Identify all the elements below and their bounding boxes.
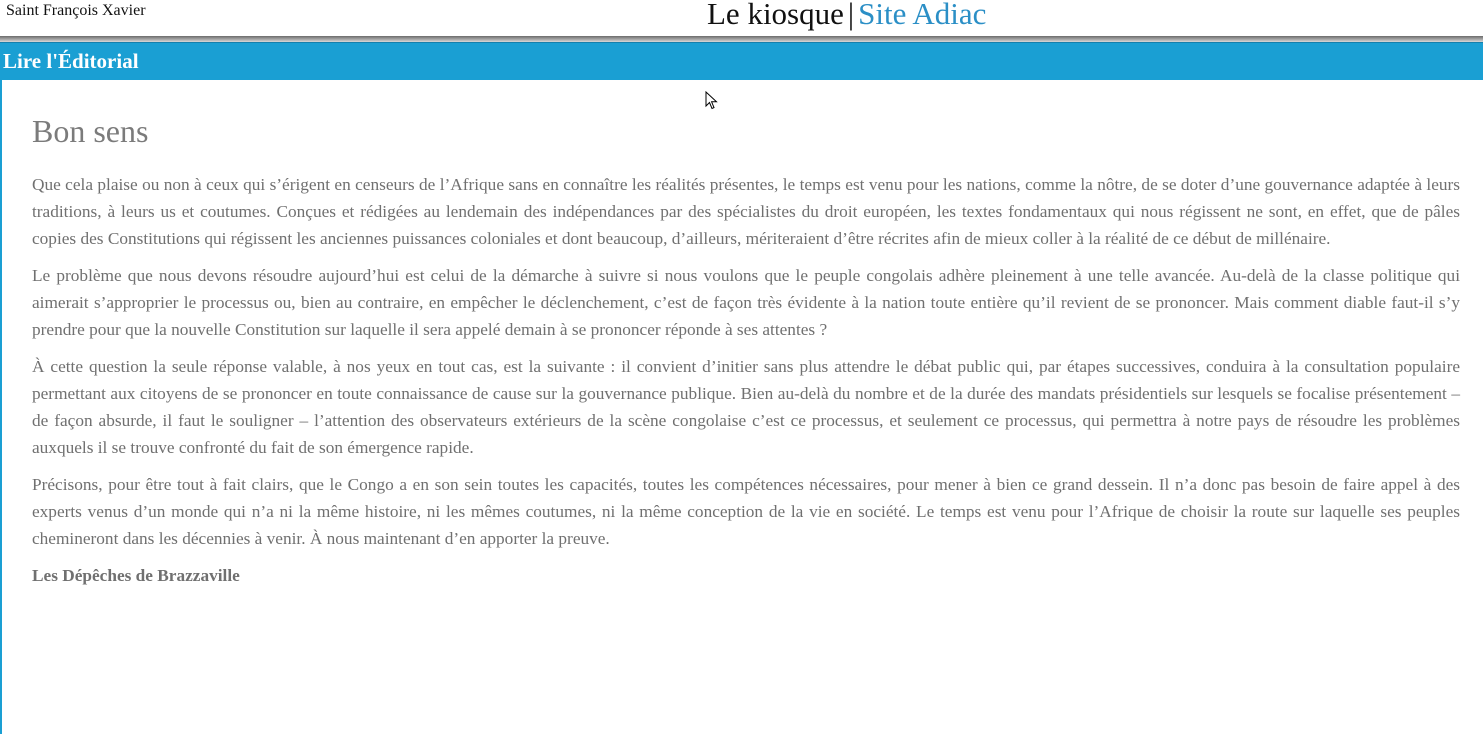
kiosque-label: Le kiosque bbox=[707, 0, 844, 31]
mouse-cursor-icon bbox=[705, 91, 719, 111]
article-title: Bon sens bbox=[32, 113, 149, 149]
article-paragraph: Précisons, pour être tout à fait clairs, que le Congo a en son sein toutes les capacités, toutes les compétences nécessaires, pour mener à bien ce grand dessein. Il n’a donc pas besoin de faire appel à des experts venus d’un monde qui n’a ni la même histoire, ni les mêmes coutumes, ni la même conception de la vie en société. Le temps est venu pour l’Afrique de choisir la route sur laquelle ses peuples chemineront dans les décennies à venir. À nous maintenant d’en apporter la preuve. bbox=[32, 475, 1460, 548]
top-bar bbox=[0, 0, 1483, 38]
title-separator: | bbox=[847, 0, 855, 31]
top-left-label: Saint François Xavier bbox=[6, 2, 146, 19]
editorial-header-label: Lire l'Éditorial bbox=[3, 49, 139, 73]
top-center-title bbox=[707, 0, 986, 32]
editorial-content-panel bbox=[0, 80, 1481, 734]
article-paragraph: Que cela plaise ou non à ceux qui s’érigent en censeurs de l’Afrique sans en connaître les réalités présentes, le temps est venu pour les nations, comme la nôtre, de se doter d’une gouvernance adaptée à leurs traditions, à leurs us et coutumes. Conçues et rédigées au lendemain des indépendances par des spécialistes du droit européen, les textes fondamentaux qui nous régissent ne sont, en effet, que de pâles copies des Constitutions qui régissent les anciennes puissances coloniales et dont beaucoup, d’ailleurs, mériteraient d’être récrites afin de mieux coller à la réalité de ce début de millénaire. bbox=[32, 175, 1460, 248]
site-adiac-link[interactable]: Site Adiac bbox=[858, 0, 987, 31]
editorial-article bbox=[32, 112, 1460, 589]
article-paragraph: Le problème que nous devons résoudre aujourd’hui est celui de la démarche à suivre si nous voulons que le peuple congolais adhère pleinement à une telle avancée. Au-delà de la classe politique qui aimerait s’approprier le processus ou, bien au contraire, en empêcher le déclenchement, c’est de façon très évidente à la nation toute entière qu’il revient de se prononcer. Mais comment diable faut-il s’y prendre pour que la nouvelle Constitution sur laquelle il sera appelé demain à se prononcer réponde à ses attentes ? bbox=[32, 266, 1460, 339]
editorial-header-bar bbox=[0, 42, 1483, 80]
article-paragraph: À cette question la seule réponse valable, à nos yeux en tout cas, est la suivante : il convient d’initier sans plus attendre le débat public qui, par étapes successives, conduira à la consultation populaire permettant aux citoyens de se prononcer en toute connaissance de cause sur la gouvernance publique. Bien au-delà du nombre et de la durée des mandats présidentiels sur lesquels se focalise présentement – de façon absurde, il faut le souligner – l’attention des observateurs extérieurs de la scène congolaise c’est ce processus, et seulement ce processus, qui permettra à notre pays de résoudre les problèmes auxquels il se trouve confronté du fait de son émergence rapide. bbox=[32, 357, 1460, 457]
article-signature: Les Dépêches de Brazzaville bbox=[32, 566, 240, 585]
